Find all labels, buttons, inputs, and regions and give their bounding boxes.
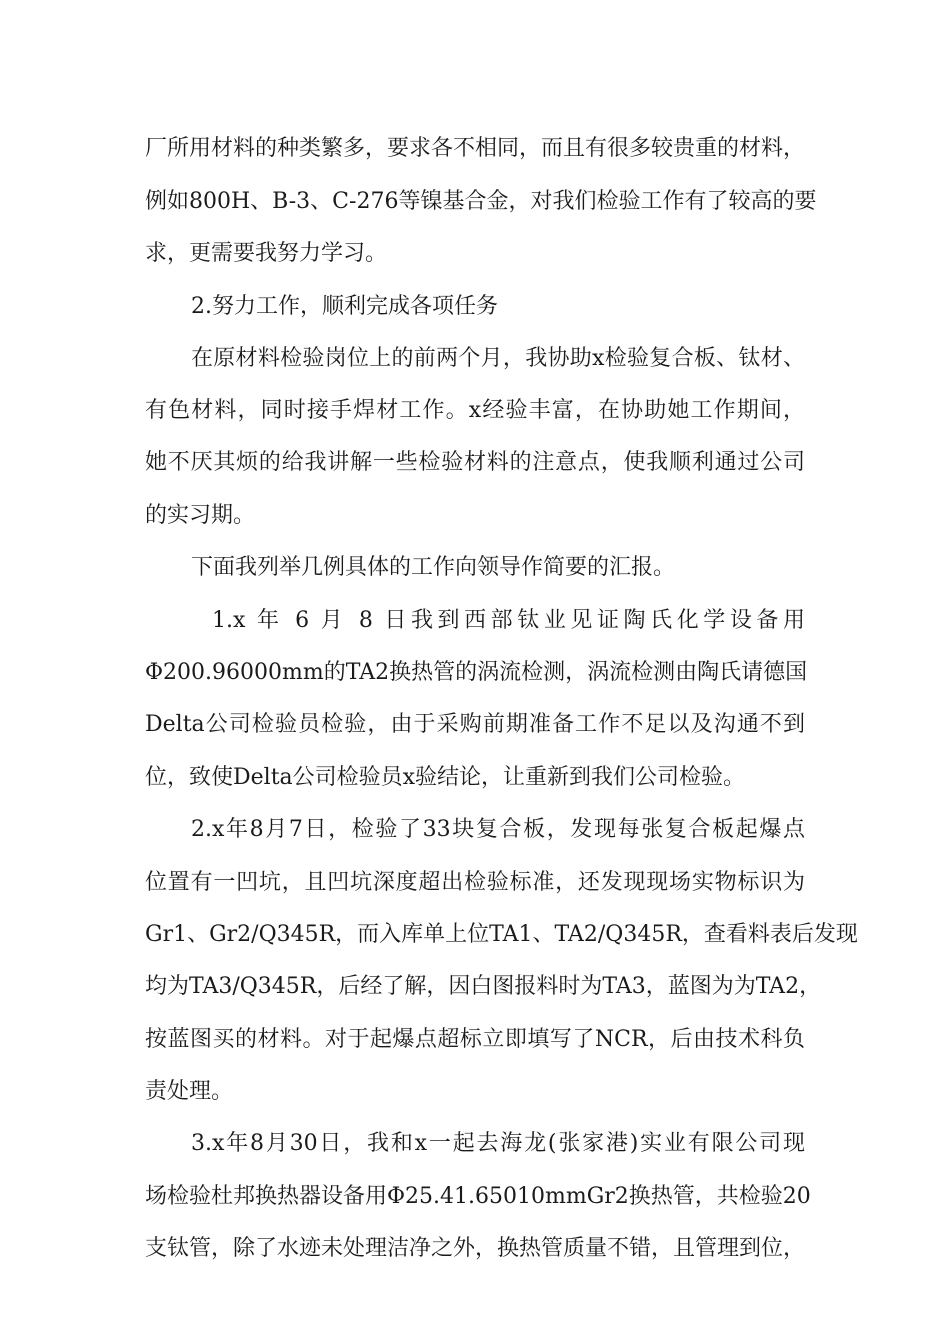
text-line-3: 求，更需要我努力学习。	[145, 241, 388, 266]
text-line-8: 的实习期。	[145, 503, 256, 528]
text-line-1: 厂所用材料的种类繁多，要求各不相同，而且有很多较贵重的材料，	[145, 136, 806, 161]
text-line-22: 支钛管，除了水迹未处理洁净之外，换热管质量不错，且管理到位，	[145, 1236, 806, 1261]
text-line-13: 位，致使Delta公司检验员x验结论，让重新到我们公司检验。	[145, 765, 746, 790]
text-line-12: Delta公司检验员检验，由于采购前期准备工作不足以及沟通不到	[145, 712, 805, 737]
section-heading: 2.努力工作，顺利完成各项任务	[191, 294, 498, 319]
text-line-6: 有色材料，同时接手焊材工作。x经验丰富，在协助她工作期间，	[145, 398, 805, 423]
text-line-5: 在原材料检验岗位上的前两个月，我协助x检验复合板、钛材、	[191, 346, 805, 371]
text-line-9: 下面我列举几例具体的工作向领导作简要的汇报。	[191, 555, 676, 580]
text-line-11: Φ200.96000mm的TA2换热管的涡流检测，涡流检测由陶氏请德国	[145, 660, 808, 685]
text-line-21: 场检验杜邦换热器设备用Φ25.41.65010mmGr2换热管，共检验20	[145, 1184, 811, 1209]
text-line-10: 1.x 年 6 月 8 日我到西部钛业见证陶氏化学设备用	[212, 608, 805, 633]
text-line-16: Gr1、Gr2/Q345R，而入库单上位TA1、TA2/Q345R，查看料表后发现	[145, 922, 858, 947]
text-line-15: 位置有一凹坑，且凹坑深度超出检验标准，还发现现场实物标识为	[145, 870, 805, 895]
text-line-19: 责处理。	[145, 1079, 234, 1104]
text-line-14: 2.x年8月7日，检验了33块复合板，发现每张复合板起爆点	[191, 817, 805, 842]
text-line-2: 例如800H、B-3、C-276等镍基合金，对我们检验工作有了较高的要	[145, 189, 817, 214]
text-line-7: 她不厌其烦的给我讲解一些检验材料的注意点，使我顺利通过公司	[145, 450, 805, 475]
text-line-20: 3.x年8月30日，我和x一起去海龙(张家港)实业有限公司现	[191, 1131, 805, 1156]
text-line-18: 按蓝图买的材料。对于起爆点超标立即填写了NCR，后由技术科负	[145, 1027, 805, 1052]
text-line-17: 均为TA3/Q345R，后经了解，因白图报料时为TA3，蓝图为为TA2，	[145, 974, 822, 999]
